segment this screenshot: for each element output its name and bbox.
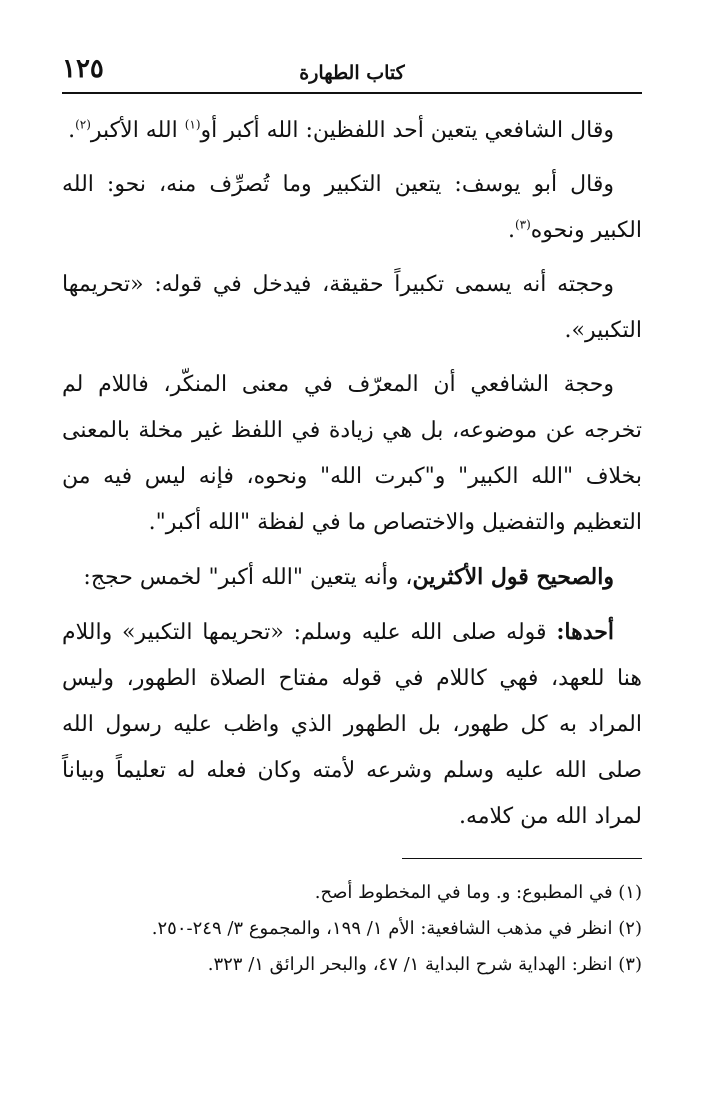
paragraph <box>62 609 642 840</box>
footnote-separator <box>402 858 642 859</box>
footnote-1: (١) في المطبوع: و. وما في المخطوط أصح. <box>314 882 642 903</box>
text-run: . <box>507 218 515 243</box>
footnote-ref: (٣) <box>514 217 531 232</box>
text-run: ، وأنه يتعين "الله أكبر" لخمس حجج: <box>83 565 413 590</box>
footnote-3: (٣) انظر: الهداية شرح البداية ١/ ٤٧، والبحر الرائق ١/ ٣٢٣. <box>207 954 642 975</box>
chapter-title: كتاب الطهارة <box>299 62 405 84</box>
text-run: . <box>68 118 76 143</box>
bold-text: أحدها: <box>556 619 614 645</box>
paragraph <box>62 108 642 154</box>
paragraph <box>62 162 642 254</box>
page-number: ١٢٥ <box>62 54 104 84</box>
footnote-ref: (١) <box>184 117 201 132</box>
running-header <box>62 52 642 94</box>
text-run: قوله صلى الله عليه وسلم: «تحريمها التكبير» واللام هنا للعهد، فهي كاللام في قوله مفتاح الصلاة الطهور، وليس المراد به كل طهور، بل الطهور الذي واظب عليه رسول الله صلى الله عليه وسلم وشرعه لأمته وكان فعله له تعليماً وبياناً لمراد الله من كلامه. <box>62 620 642 829</box>
text-run: وحجة الشافعي أن المعرّف في معنى المنكّر، فاللام لم تخرجه عن موضوعه، بل هي زيادة في اللفظ غير مخلة بالمعنى بخلاف "الله الكبير" و"كبرت الله" ونحوه، فإنه ليس فيه من التعظيم والتفضيل والاختصاص ما في لفظة "الله أكبر". <box>62 372 642 535</box>
main-text <box>62 108 642 840</box>
paragraph <box>62 554 642 601</box>
text-run: وقال الشافعي يتعين أحد اللفظين: الله أكبر أو <box>200 118 614 143</box>
text-run: وقال أبو يوسف: يتعين التكبير وما تُصرِّف منه، نحو: الله الكبير ونحوه <box>62 172 642 243</box>
paragraph <box>62 262 642 354</box>
text-run: الله الأكبر <box>90 118 185 143</box>
footnote-2: (٢) انظر في مذهب الشافعية: الأم ١/ ١٩٩، والمجموع ٣/ ٢٤٩-٢٥٠. <box>151 918 642 939</box>
footnotes <box>62 875 642 983</box>
text-run: وحجته أنه يسمى تكبيراً حقيقة، فيدخل في قوله: «تحريمها التكبير». <box>62 272 642 343</box>
bold-text: والصحيح قول الأكثرين <box>412 564 614 590</box>
book-page <box>62 52 642 983</box>
paragraph <box>62 362 642 546</box>
footnote-ref: (٢) <box>75 117 91 132</box>
